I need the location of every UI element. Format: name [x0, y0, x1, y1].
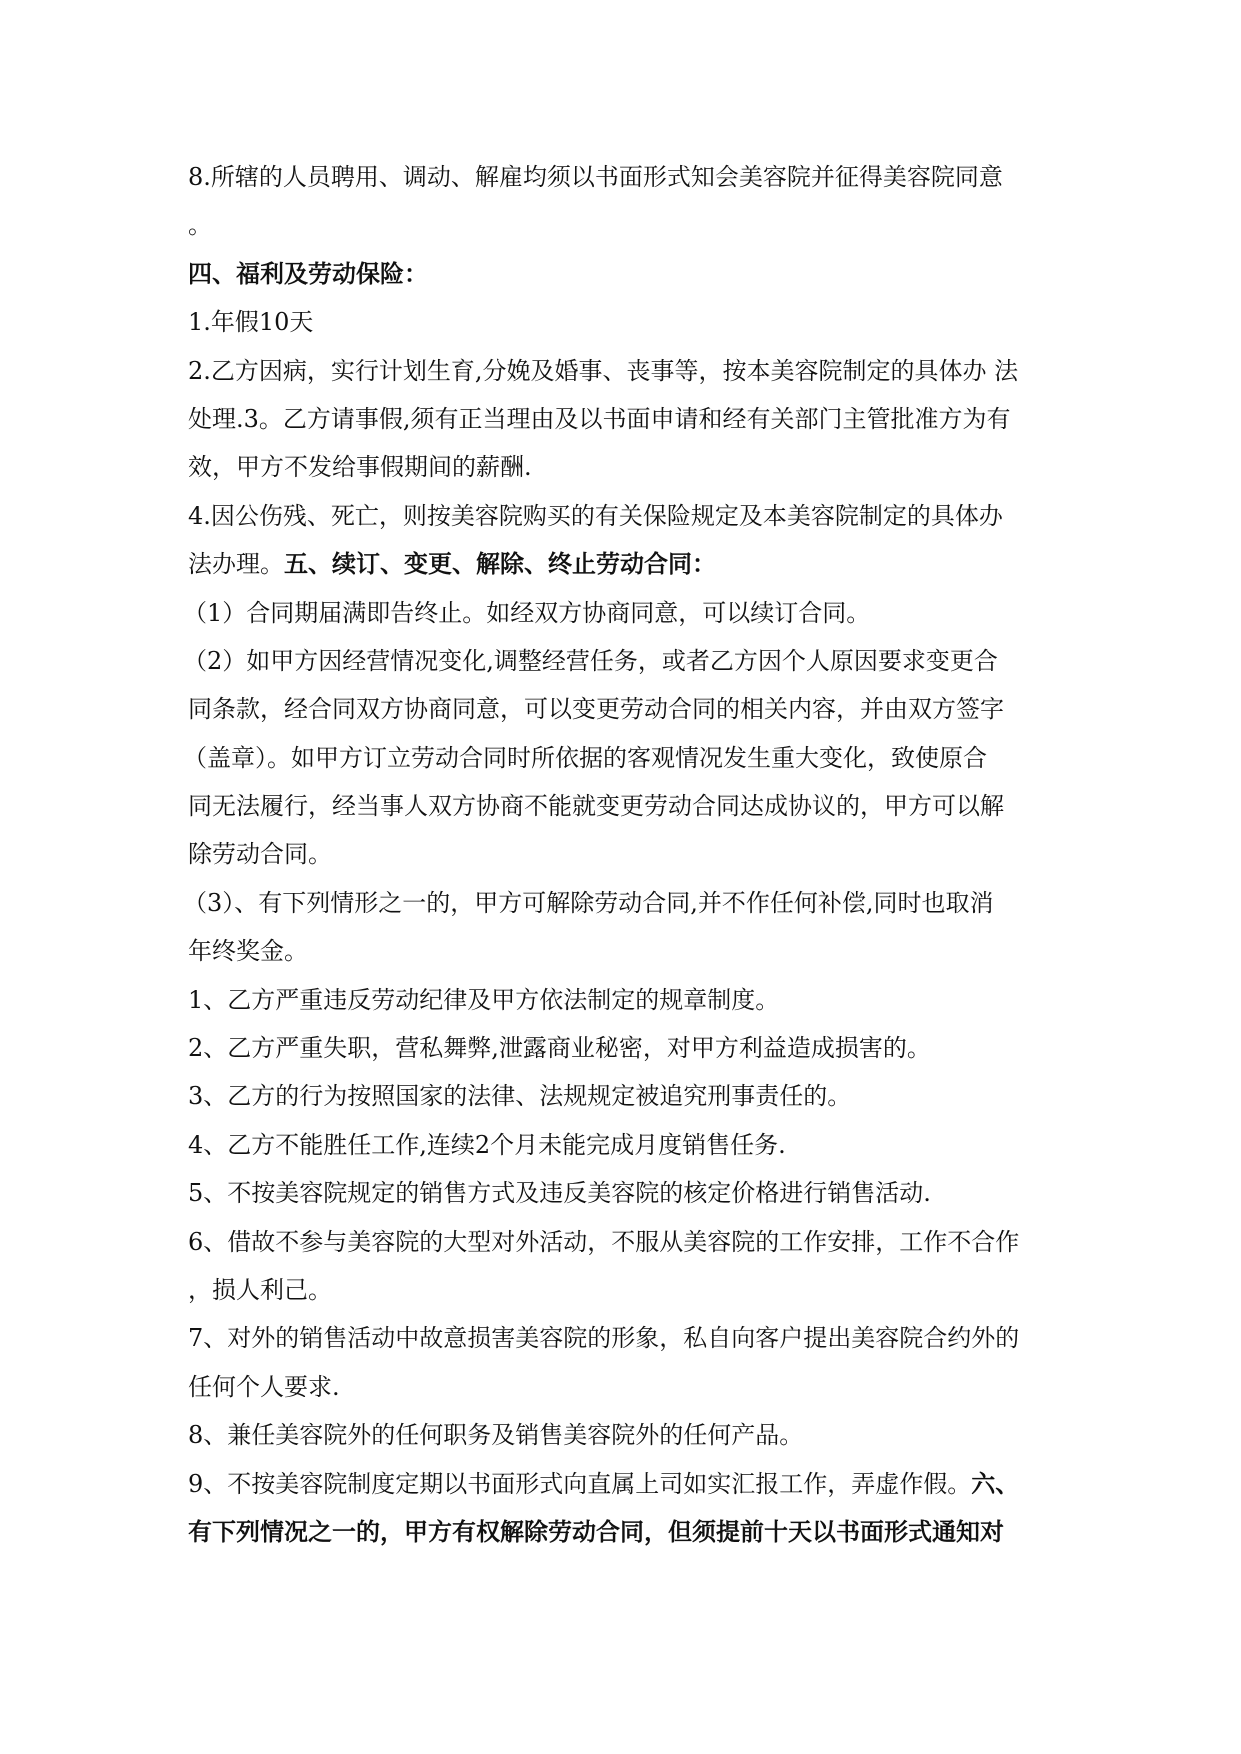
- text-line: [183, 879, 1068, 927]
- body-text: 效，甲方不发给事假期间的薪酬.: [188, 453, 532, 482]
- text-line: [188, 1218, 1068, 1266]
- body-text: 9、不按美容院制度定期以书面形式向直属上司如实汇报工作，弄虚作假。: [188, 1469, 972, 1498]
- body-text: 8、兼任美容院外的任何职务及销售美容院外的任何产品。: [188, 1421, 804, 1450]
- text-line: [188, 1363, 1068, 1411]
- text-line: [188, 1460, 1068, 1508]
- text-line: [188, 395, 1068, 443]
- text-line: [188, 153, 1068, 201]
- text-line: [188, 1266, 1068, 1314]
- text-line: [188, 347, 1068, 395]
- body-text: 1.年假10天: [188, 308, 314, 337]
- body-text: 同条款，经合同双方协商同意，可以变更劳动合同的相关内容，并由双方签字: [188, 695, 1004, 724]
- text-line: [188, 443, 1068, 491]
- body-text: 1、乙方严重违反劳动纪律及甲方依法制定的规章制度。: [188, 985, 780, 1014]
- text-line: [188, 830, 1068, 878]
- text-line: [188, 1121, 1068, 1169]
- text-line: [188, 540, 1068, 588]
- body-text: 2、乙方严重失职，营私舞弊,泄露商业秘密，对甲方利益造成损害的。: [188, 1034, 931, 1063]
- text-line: [188, 492, 1068, 540]
- body-text: 5、不按美容院规定的销售方式及违反美容院的核定价格进行销售活动.: [188, 1179, 931, 1208]
- body-text: 6、借故不参与美容院的大型对外活动，不服从美容院的工作安排，工作不合作: [188, 1227, 1020, 1256]
- text-line: [188, 782, 1068, 830]
- body-text: 2.乙方因病，实行计划生育,分娩及婚事、丧事等，按本美容院制定的具体办 法: [188, 356, 1019, 385]
- body-text: （2）如甲方因经营情况变化,调整经营任务，或者乙方因个人原因要求变更合: [183, 646, 998, 675]
- body-text: 4、乙方不能胜任工作,连续2个月未能完成月度销售任务.: [188, 1130, 786, 1159]
- text-line: [188, 685, 1068, 733]
- body-text: 处理.3。乙方请事假,须有正当理由及以书面申请和经有关部门主管批准方为有: [188, 404, 1011, 433]
- document-body: [183, 153, 1068, 1556]
- body-text: 除劳动合同。: [188, 840, 332, 869]
- section-heading-text: 六、: [971, 1468, 1020, 1498]
- body-text: 7、对外的销售活动中故意损害美容院的形象，私自向客户提出美容院合约外的: [188, 1324, 1020, 1353]
- text-line: [188, 250, 1068, 298]
- body-text: 。: [188, 211, 212, 240]
- section-heading-text: 有下列情况之一的，甲方有权解除劳动合同，但须提前十天以书面形式通知对: [188, 1516, 1004, 1546]
- body-text: 年终奖金。: [188, 937, 308, 966]
- body-text: （1）合同期届满即告终止。如经双方协商同意，可以续订合同。: [183, 598, 871, 627]
- text-line: [188, 298, 1068, 346]
- section-heading-text: 五、续订、变更、解除、终止劳动合同：: [284, 549, 716, 579]
- section-heading-text: 四、福利及劳动保险：: [188, 258, 428, 288]
- body-text: 法办理。: [188, 550, 284, 579]
- text-line: [183, 589, 1068, 637]
- text-line: [188, 201, 1068, 249]
- body-text: 任何个人要求.: [188, 1372, 340, 1401]
- text-line: [188, 1411, 1068, 1459]
- body-text: ，损人利己。: [188, 1275, 332, 1304]
- text-line: [188, 1024, 1068, 1072]
- body-text: 3、乙方的行为按照国家的法律、法规规定被追究刑事责任的。: [188, 1082, 852, 1111]
- body-text: 8.所辖的人员聘用、调动、解雇均须以书面形式知会美容院并征得美容院同意: [188, 163, 1003, 191]
- body-text: （盖章）。如甲方订立劳动合同时所依据的客观情况发生重大变化，致使原合: [183, 743, 987, 772]
- text-line: [188, 1072, 1068, 1120]
- text-line: [188, 976, 1068, 1024]
- text-line: [183, 637, 1068, 685]
- text-line: [188, 1314, 1068, 1362]
- body-text: 同无法履行，经当事人双方协商不能就变更劳动合同达成协议的，甲方可以解: [188, 792, 1004, 821]
- body-text: （3）、有下列情形之一的，甲方可解除劳动合同,并不作任何补偿,同时也取消: [183, 888, 994, 917]
- text-line: [188, 927, 1068, 975]
- text-line: [188, 1169, 1068, 1217]
- text-line: [188, 1508, 1068, 1556]
- text-line: [183, 734, 1068, 782]
- body-text: 4.因公伤残、死亡，则按美容院购买的有关保险规定及本美容院制定的具体办: [188, 501, 1003, 530]
